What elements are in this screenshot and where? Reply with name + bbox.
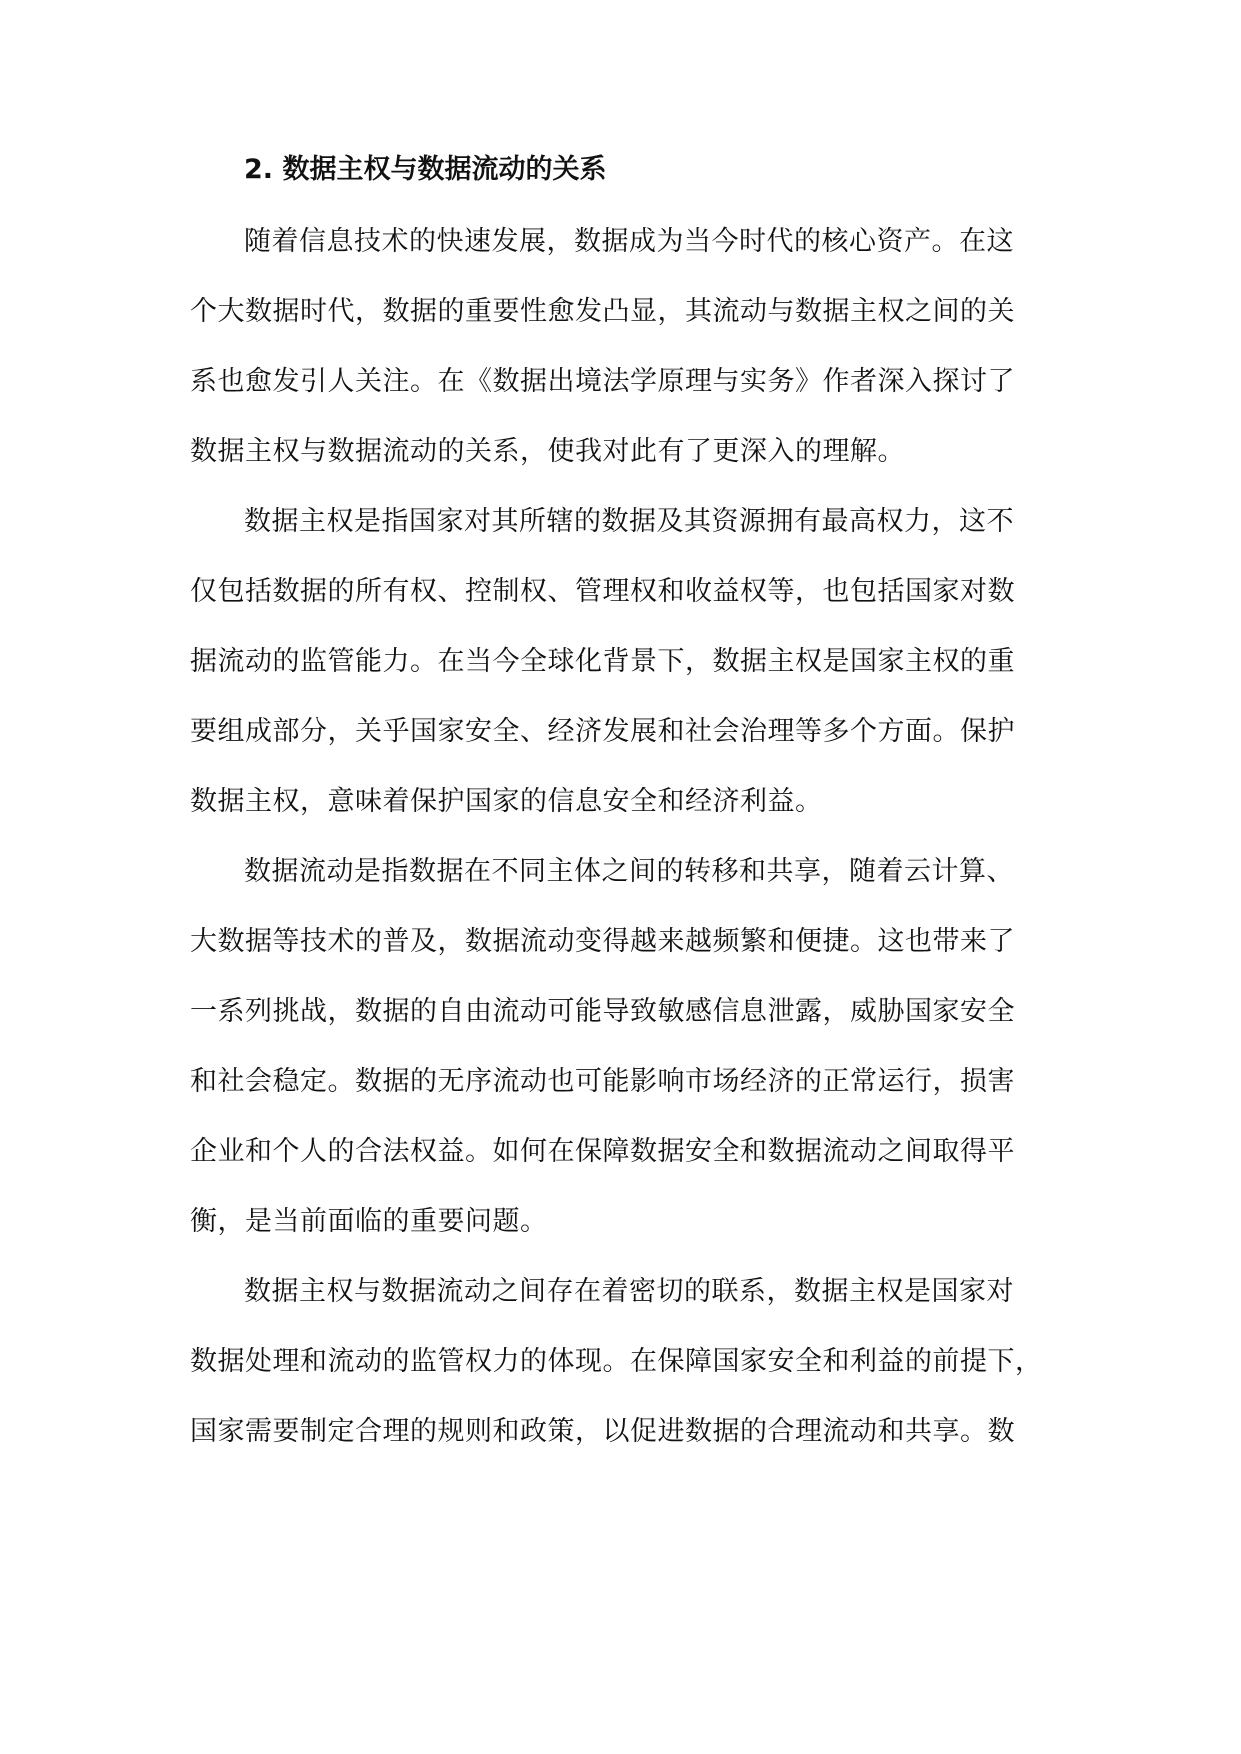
paragraph-line: 数据主权，意味着保护国家的信息安全和经济利益。 (190, 786, 823, 817)
paragraph-line: 企业和个人的合法权益。如何在保障数据安全和数据流动之间取得平 (190, 1136, 1015, 1167)
paragraph-line: 个大数据时代，数据的重要性愈发凸显，其流动与数据主权之间的关 (190, 296, 1015, 327)
paragraph-line: 一系列挑战，数据的自由流动可能导致敏感信息泄露，威胁国家安全 (190, 996, 1015, 1027)
paragraph-line: 系也愈发引人关注。在《数据出境法学原理与实务》作者深入探讨了 (190, 366, 1015, 397)
paragraph-line: 数据主权是指国家对其所辖的数据及其资源拥有最高权力，这不 (244, 506, 1014, 537)
paragraph-line: 衡，是当前面临的重要问题。 (190, 1206, 548, 1237)
paragraph-line: 数据处理和流动的监管权力的体现。在保障国家安全和利益的前提下， (190, 1346, 1043, 1377)
paragraph-line: 数据流动是指数据在不同主体之间的转移和共享，随着云计算、 (244, 856, 1014, 887)
paragraph-line: 随着信息技术的快速发展，数据成为当今时代的核心资产。在这 (244, 226, 1014, 257)
paragraph-line: 大数据等技术的普及，数据流动变得越来越频繁和便捷。这也带来了 (190, 926, 1015, 957)
paragraph-line: 数据主权与数据流动的关系，使我对此有了更深入的理解。 (190, 436, 905, 467)
paragraph-line: 要组成部分，关乎国家安全、经济发展和社会治理等多个方面。保护 (190, 716, 1015, 747)
paragraph-line: 和社会稳定。数据的无序流动也可能影响市场经济的正常运行，损害 (190, 1066, 1015, 1097)
section-heading: 2. 数据主权与数据流动的关系 (244, 154, 607, 185)
paragraph-line: 仅包括数据的所有权、控制权、管理权和收益权等，也包括国家对数 (190, 576, 1015, 607)
paragraph-line: 数据主权与数据流动之间存在着密切的联系，数据主权是国家对 (244, 1276, 1014, 1307)
paragraph-line: 国家需要制定合理的规则和政策，以促进数据的合理流动和共享。数 (190, 1416, 1015, 1447)
paragraph-line: 据流动的监管能力。在当今全球化背景下，数据主权是国家主权的重 (190, 646, 1015, 677)
